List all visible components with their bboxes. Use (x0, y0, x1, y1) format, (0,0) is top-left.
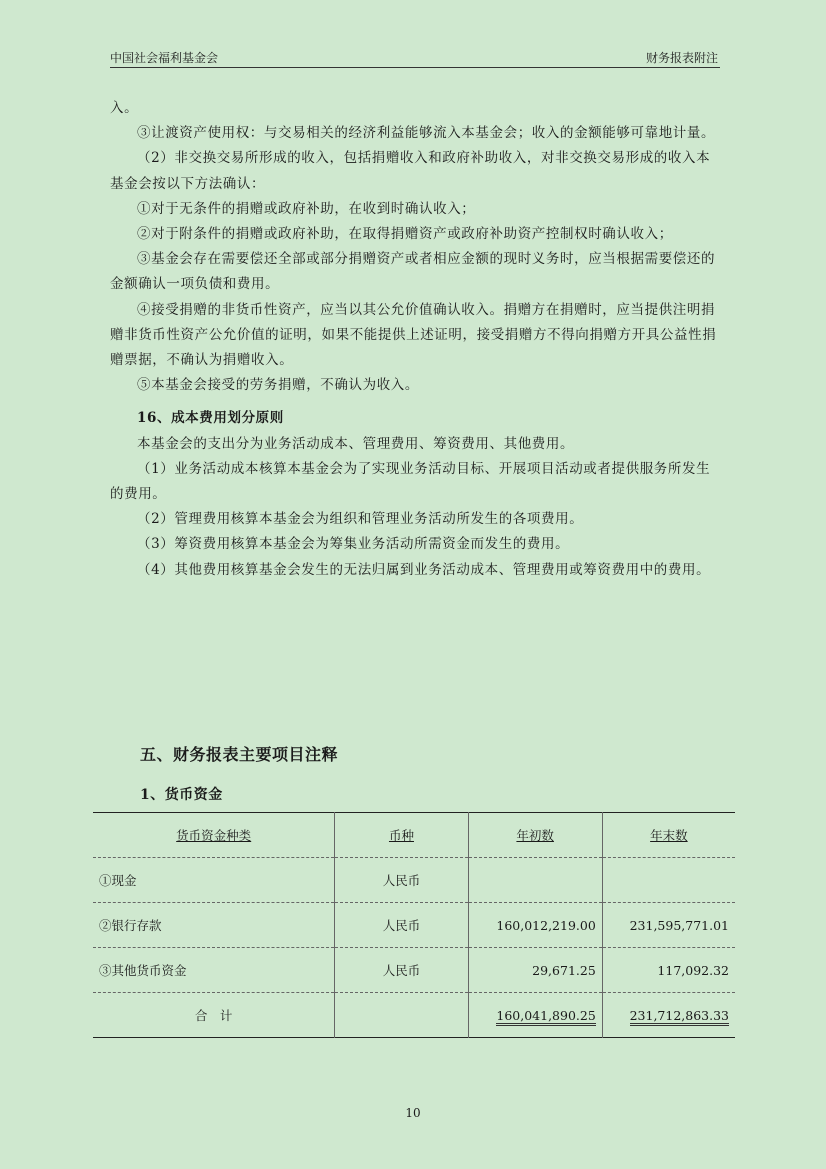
cell-closing: 231,595,771.01 (629, 917, 729, 933)
cell-closing: 117,092.32 (657, 962, 729, 978)
table-row (93, 903, 735, 948)
cell-closing (602, 858, 735, 903)
paragraph: 入。 (110, 100, 139, 116)
col-header-type: 货币资金种类 (93, 813, 335, 858)
cell-type: ①现金 (93, 858, 335, 903)
cell-opening: 160,012,219.00 (468, 903, 602, 948)
paragraph: ②对于附条件的捐赠或政府补助，在取得捐赠资产或政府补助资产控制权时确认收入； (137, 226, 673, 243)
section-16-heading: 16、成本费用划分原则 (137, 410, 284, 427)
table-header-row (93, 813, 735, 858)
paragraph: （2）管理费用核算本基金会为组织和管理业务活动所发生的各项费用。 (137, 511, 584, 528)
paragraph: （2）非交换交易所形成的收入，包括捐赠收入和政府补助收入，对非交换交易形成的收入本基金会按以下方法确认： (110, 150, 711, 192)
table-row (93, 948, 735, 993)
total-currency (335, 993, 468, 1038)
paragraph: ①对于无条件的捐赠或政府补助，在收到时确认收入； (137, 200, 476, 217)
paragraph: ③让渡资产使用权：与交易相关的经济利益能够流入本基金会；收入的金额能够可靠地计量。 (137, 125, 716, 142)
table-total-row (93, 993, 735, 1038)
col-header-opening: 年初数 (468, 813, 602, 858)
col-header-closing: 年末数 (650, 828, 688, 843)
total-opening: 160,041,890.25 (468, 993, 602, 1038)
cell-currency: 人民币 (335, 858, 468, 903)
paragraph: （3）筹资费用核算本基金会为筹集业务活动所需资金而发生的费用。 (137, 536, 570, 553)
table-row (93, 858, 735, 903)
col-header-currency: 币种 (335, 813, 468, 858)
paragraph: （1）业务活动成本核算本基金会为了实现业务活动目标、开展项目活动或者提供服务所发生的费用。 (110, 460, 711, 503)
document-body (110, 96, 718, 583)
total-closing: 231,712,863.33 (602, 993, 735, 1038)
paragraph: （4）其他费用核算基金会发生的无法归属到业务活动成本、管理费用或筹资费用中的费用。 (137, 561, 711, 578)
section-5-heading: 五、财务报表主要项目注释 (140, 745, 339, 764)
cell-currency: 人民币 (335, 903, 468, 948)
paragraph: ③基金会存在需要偿还全部或部分捐赠资产或者相应金额的现时义务时，应当根据需要偿还的金额确认一项负债和费用。 (110, 251, 716, 293)
cell-opening (468, 858, 602, 903)
cell-currency: 人民币 (335, 948, 468, 993)
paragraph: 本基金会的支出分为业务活动成本、管理费用、筹资费用、其他费用。 (137, 435, 575, 452)
paragraph: ⑤本基金会接受的劳务捐赠，不确认为收入。 (137, 377, 419, 394)
paragraph: ④接受捐赠的非货币性资产，应当以其公允价值确认收入。捐赠方在捐赠时，应当提供注明捐赠非货币性资产公允价值的证明，如果不能提供上述证明，接受捐赠方不得向捐赠方开具公益性捐赠票据，不确认为捐赠收入。 (110, 301, 717, 369)
cell-opening: 29,671.25 (468, 948, 602, 993)
header-org-name: 中国社会福利基金会 (110, 51, 219, 65)
page-number: 10 (405, 1106, 421, 1120)
header-doc-title: 财务报表附注 (645, 51, 718, 65)
cash-table (93, 812, 735, 1038)
cell-type: ③其他货币资金 (93, 948, 335, 993)
subsection-heading: 1、货币资金 (140, 787, 223, 803)
header-divider (110, 67, 720, 68)
page-header (110, 50, 718, 66)
cell-type: ②银行存款 (93, 903, 335, 948)
total-label: 合 计 (93, 993, 335, 1038)
